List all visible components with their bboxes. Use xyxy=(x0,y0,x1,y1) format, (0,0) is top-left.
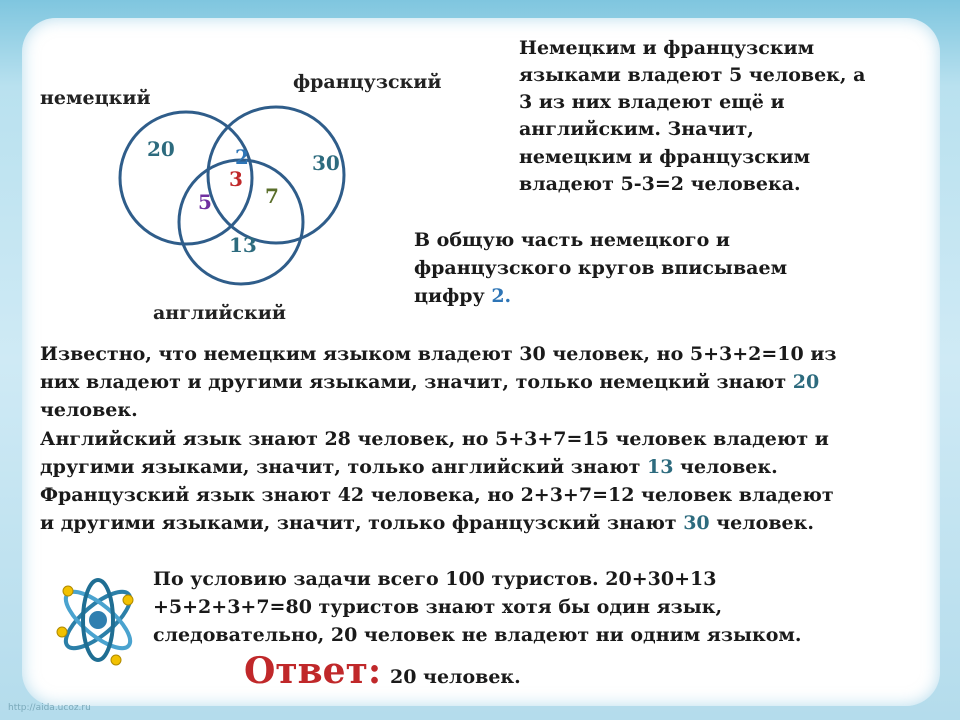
region-french-english: 7 xyxy=(265,184,279,208)
label-german: немецкий xyxy=(40,87,151,109)
region-german-english: 5 xyxy=(198,190,212,214)
region-german-french: 2 xyxy=(235,145,249,169)
region-only-english: 13 xyxy=(229,233,257,257)
reasoning-tail: человек. xyxy=(673,456,778,478)
note-text: цифру xyxy=(414,285,492,307)
conclusion-line: По условию задачи всего 100 туристов. 20+30+13 xyxy=(153,568,717,590)
conclusion-line: +5+2+3+7=80 туристов знают хотя бы один язык, xyxy=(153,596,723,618)
reasoning-line: Французский язык знают 42 человека, но 2+3+7=12 человек владеют xyxy=(40,484,834,506)
reasoning-line xyxy=(40,369,819,396)
explanation-line: владеют 5-3=2 человека. xyxy=(519,173,801,195)
reasoning-line: человек. xyxy=(40,399,138,421)
label-english: английский xyxy=(153,302,286,324)
reasoning-text: них владеют и другими языками, значит, только немецкий знают xyxy=(40,371,793,393)
explanation-line: немецким и французским xyxy=(519,146,811,168)
atom-icon xyxy=(48,570,148,670)
reasoning-line: Известно, что немецким языком владеют 30 человек, но 5+3+2=10 из xyxy=(40,343,837,365)
label-french: французский xyxy=(293,71,442,93)
note-value: 2. xyxy=(491,285,512,307)
note-line xyxy=(414,283,511,310)
reasoning-line xyxy=(40,510,814,537)
explanation-line: 3 из них владеют ещё и xyxy=(519,91,785,113)
footer-url: http://aida.ucoz.ru xyxy=(8,703,91,713)
answer-value: 20 человек. xyxy=(390,666,521,688)
explanation-line: английским. Значит, xyxy=(519,118,754,140)
answer-label: Ответ: xyxy=(244,650,382,692)
reasoning-line: Английский язык знают 28 человек, но 5+3+7=15 человек владеют и xyxy=(40,428,829,450)
reasoning-line xyxy=(40,454,778,481)
explanation-line: языками владеют 5 человек, а xyxy=(519,64,866,86)
reasoning-tail: человек. xyxy=(709,512,814,534)
reasoning-value: 20 xyxy=(792,371,820,393)
reasoning-text: другими языками, значит, только английский знают xyxy=(40,456,647,478)
region-only-french: 30 xyxy=(312,151,340,175)
conclusion-line: следовательно, 20 человек не владеют ни одним языком. xyxy=(153,624,802,646)
reasoning-value: 30 xyxy=(683,512,710,534)
reasoning-value: 13 xyxy=(646,456,674,478)
explanation-line: Немецким и французским xyxy=(519,37,815,59)
region-only-german: 20 xyxy=(147,137,175,161)
reasoning-text: и другими языками, значит, только французский знают xyxy=(40,512,684,534)
region-all-three: 3 xyxy=(229,167,243,191)
note-line: французского кругов вписываем xyxy=(414,257,788,279)
note-line: В общую часть немецкого и xyxy=(414,229,730,251)
